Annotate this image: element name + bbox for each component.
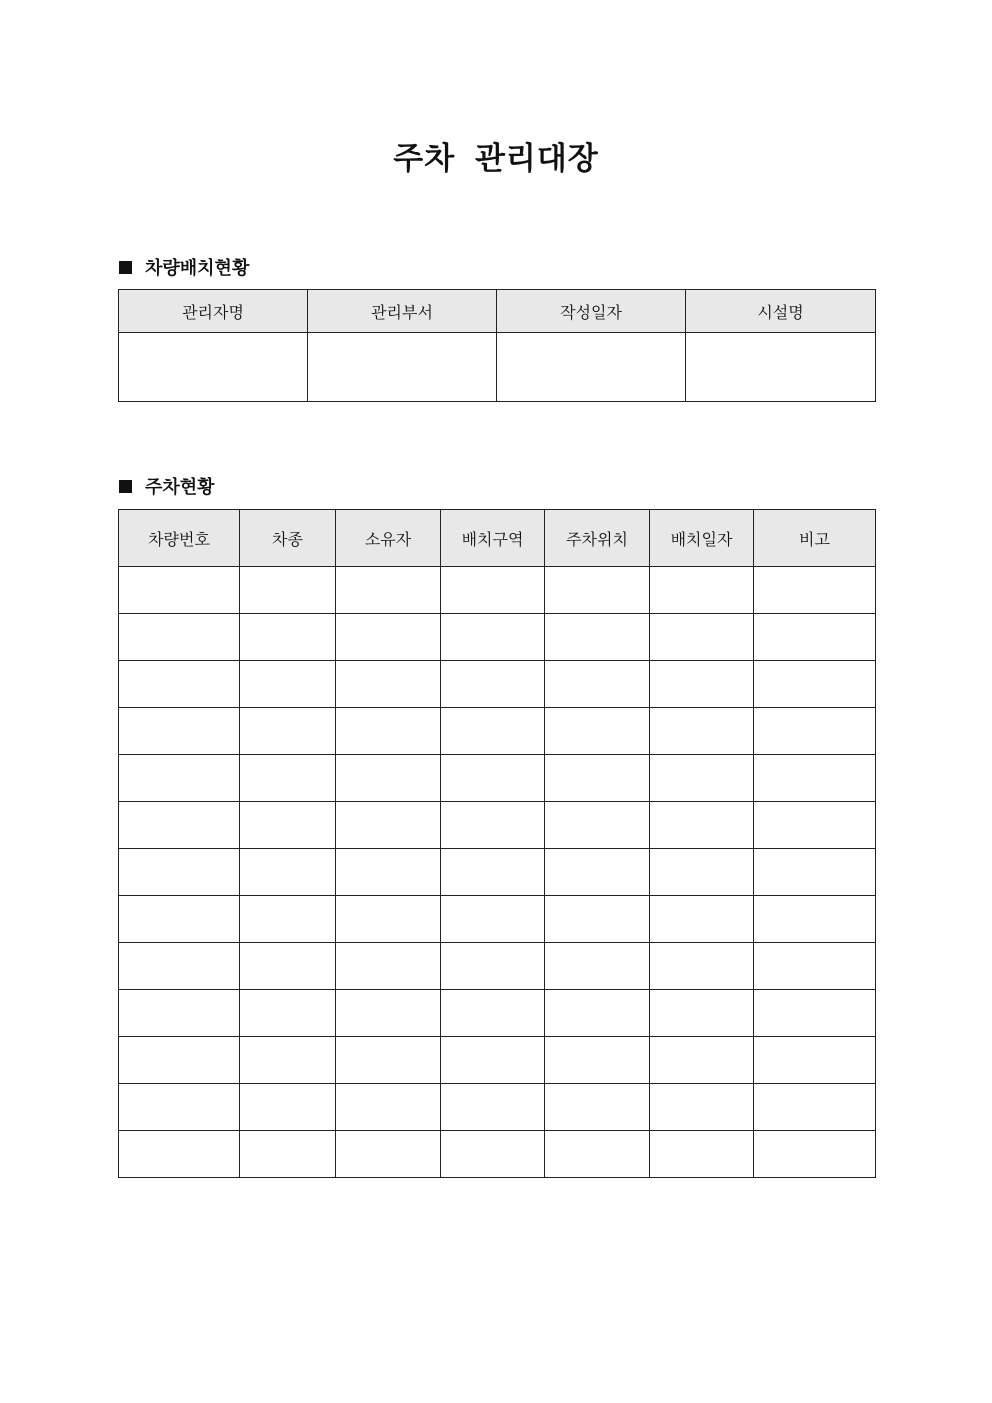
header-date-written: 작성일자 — [497, 290, 686, 333]
vehicle-type-cell[interactable] — [240, 1131, 336, 1178]
header-remarks: 비고 — [754, 510, 876, 567]
vehicle-number-cell[interactable] — [119, 755, 240, 802]
remarks-cell[interactable] — [754, 1084, 876, 1131]
remarks-cell[interactable] — [754, 802, 876, 849]
table-row — [119, 802, 876, 849]
assigned-zone-cell[interactable] — [441, 661, 545, 708]
parking-location-cell[interactable] — [545, 755, 650, 802]
vehicle-number-cell[interactable] — [119, 614, 240, 661]
assigned-zone-cell[interactable] — [441, 708, 545, 755]
owner-cell[interactable] — [336, 849, 441, 896]
table-row — [119, 990, 876, 1037]
assigned-zone-cell[interactable] — [441, 990, 545, 1037]
header-assigned-date: 배치일자 — [650, 510, 754, 567]
table-row — [119, 755, 876, 802]
table-row — [119, 849, 876, 896]
remarks-cell[interactable] — [754, 614, 876, 661]
assigned-date-cell[interactable] — [650, 1084, 754, 1131]
assigned-date-cell[interactable] — [650, 1037, 754, 1084]
vehicle-type-cell[interactable] — [240, 943, 336, 990]
assigned-date-cell[interactable] — [650, 1131, 754, 1178]
manager-name-cell[interactable] — [119, 333, 308, 402]
remarks-cell[interactable] — [754, 755, 876, 802]
department-cell[interactable] — [308, 333, 497, 402]
vehicle-number-cell[interactable] — [119, 708, 240, 755]
document-title: 주차 관리대장 — [393, 141, 599, 177]
vehicle-type-cell[interactable] — [240, 990, 336, 1037]
assigned-zone-cell[interactable] — [441, 1037, 545, 1084]
vehicle-section-title: 차량배치현황 — [145, 258, 250, 279]
header-owner: 소유자 — [336, 510, 441, 567]
vehicle-number-cell[interactable] — [119, 849, 240, 896]
assigned-zone-cell[interactable] — [441, 614, 545, 661]
assigned-zone-cell[interactable] — [441, 849, 545, 896]
vehicle-number-cell[interactable] — [119, 1131, 240, 1178]
parking-location-cell[interactable] — [545, 1037, 650, 1084]
vehicle-type-cell[interactable] — [240, 614, 336, 661]
parking-section-heading — [119, 473, 215, 499]
remarks-cell[interactable] — [754, 990, 876, 1037]
assigned-date-cell[interactable] — [650, 990, 754, 1037]
owner-cell[interactable] — [336, 661, 441, 708]
vehicle-type-cell[interactable] — [240, 802, 336, 849]
parking-location-cell[interactable] — [545, 1084, 650, 1131]
parking-status-table — [118, 509, 876, 1178]
owner-cell[interactable] — [336, 708, 441, 755]
vehicle-type-cell[interactable] — [240, 708, 336, 755]
header-vehicle-number: 차량번호 — [119, 510, 240, 567]
parking-location-cell[interactable] — [545, 990, 650, 1037]
header-facility-name: 시설명 — [686, 290, 876, 333]
table-row — [119, 708, 876, 755]
parking-location-cell[interactable] — [545, 708, 650, 755]
vehicle-section-heading — [119, 254, 249, 280]
assigned-zone-cell[interactable] — [441, 1084, 545, 1131]
table-row — [119, 1084, 876, 1131]
table-row — [119, 567, 876, 614]
parking-section-title: 주차현황 — [145, 477, 215, 498]
parking-header-row — [119, 510, 876, 567]
table-row — [119, 1037, 876, 1084]
vehicle-type-cell[interactable] — [240, 849, 336, 896]
parking-table-body — [119, 567, 876, 1178]
parking-location-cell[interactable] — [545, 896, 650, 943]
assigned-date-cell[interactable] — [650, 614, 754, 661]
square-bullet-icon — [119, 480, 132, 493]
assigned-zone-cell[interactable] — [441, 896, 545, 943]
vehicle-info-header-row — [119, 290, 876, 333]
remarks-cell[interactable] — [754, 661, 876, 708]
vehicle-number-cell[interactable] — [119, 943, 240, 990]
assigned-date-cell[interactable] — [650, 567, 754, 614]
remarks-cell[interactable] — [754, 896, 876, 943]
assigned-date-cell[interactable] — [650, 755, 754, 802]
remarks-cell[interactable] — [754, 943, 876, 990]
owner-cell[interactable] — [336, 943, 441, 990]
assigned-zone-cell[interactable] — [441, 1131, 545, 1178]
vehicle-number-cell[interactable] — [119, 1037, 240, 1084]
parking-location-cell[interactable] — [545, 614, 650, 661]
owner-cell[interactable] — [336, 896, 441, 943]
header-parking-location: 주차위치 — [545, 510, 650, 567]
owner-cell[interactable] — [336, 990, 441, 1037]
assigned-date-cell[interactable] — [650, 708, 754, 755]
vehicle-type-cell[interactable] — [240, 1037, 336, 1084]
table-row — [119, 943, 876, 990]
vehicle-number-cell[interactable] — [119, 1084, 240, 1131]
owner-cell[interactable] — [336, 755, 441, 802]
owner-cell[interactable] — [336, 1084, 441, 1131]
square-bullet-icon — [119, 261, 132, 274]
facility-name-cell[interactable] — [686, 333, 876, 402]
parking-location-cell[interactable] — [545, 943, 650, 990]
table-row — [119, 896, 876, 943]
remarks-cell[interactable] — [754, 849, 876, 896]
vehicle-type-cell[interactable] — [240, 1084, 336, 1131]
assigned-zone-cell[interactable] — [441, 943, 545, 990]
owner-cell[interactable] — [336, 614, 441, 661]
owner-cell[interactable] — [336, 1037, 441, 1084]
vehicle-type-cell[interactable] — [240, 896, 336, 943]
assigned-date-cell[interactable] — [650, 896, 754, 943]
assigned-zone-cell[interactable] — [441, 755, 545, 802]
header-assigned-zone: 배치구역 — [441, 510, 545, 567]
parking-location-cell[interactable] — [545, 849, 650, 896]
vehicle-type-cell[interactable] — [240, 755, 336, 802]
vehicle-number-cell[interactable] — [119, 661, 240, 708]
owner-cell[interactable] — [336, 567, 441, 614]
vehicle-number-cell[interactable] — [119, 802, 240, 849]
assigned-date-cell[interactable] — [650, 943, 754, 990]
date-written-cell[interactable] — [497, 333, 686, 402]
remarks-cell[interactable] — [754, 567, 876, 614]
parking-location-cell[interactable] — [545, 661, 650, 708]
remarks-cell[interactable] — [754, 1131, 876, 1178]
vehicle-number-cell[interactable] — [119, 896, 240, 943]
assigned-zone-cell[interactable] — [441, 802, 545, 849]
owner-cell[interactable] — [336, 802, 441, 849]
header-vehicle-type: 차종 — [240, 510, 336, 567]
vehicle-type-cell[interactable] — [240, 661, 336, 708]
parking-location-cell[interactable] — [545, 567, 650, 614]
remarks-cell[interactable] — [754, 1037, 876, 1084]
remarks-cell[interactable] — [754, 708, 876, 755]
assigned-date-cell[interactable] — [650, 849, 754, 896]
vehicle-number-cell[interactable] — [119, 567, 240, 614]
header-manager-name: 관리자명 — [119, 290, 308, 333]
assigned-zone-cell[interactable] — [441, 567, 545, 614]
header-department: 관리부서 — [308, 290, 497, 333]
parking-location-cell[interactable] — [545, 1131, 650, 1178]
vehicle-number-cell[interactable] — [119, 990, 240, 1037]
vehicle-type-cell[interactable] — [240, 567, 336, 614]
vehicle-info-table — [118, 289, 876, 402]
assigned-date-cell[interactable] — [650, 661, 754, 708]
vehicle-info-row — [119, 333, 876, 402]
assigned-date-cell[interactable] — [650, 802, 754, 849]
table-row — [119, 614, 876, 661]
parking-location-cell[interactable] — [545, 802, 650, 849]
owner-cell[interactable] — [336, 1131, 441, 1178]
table-row — [119, 1131, 876, 1178]
table-row — [119, 661, 876, 708]
